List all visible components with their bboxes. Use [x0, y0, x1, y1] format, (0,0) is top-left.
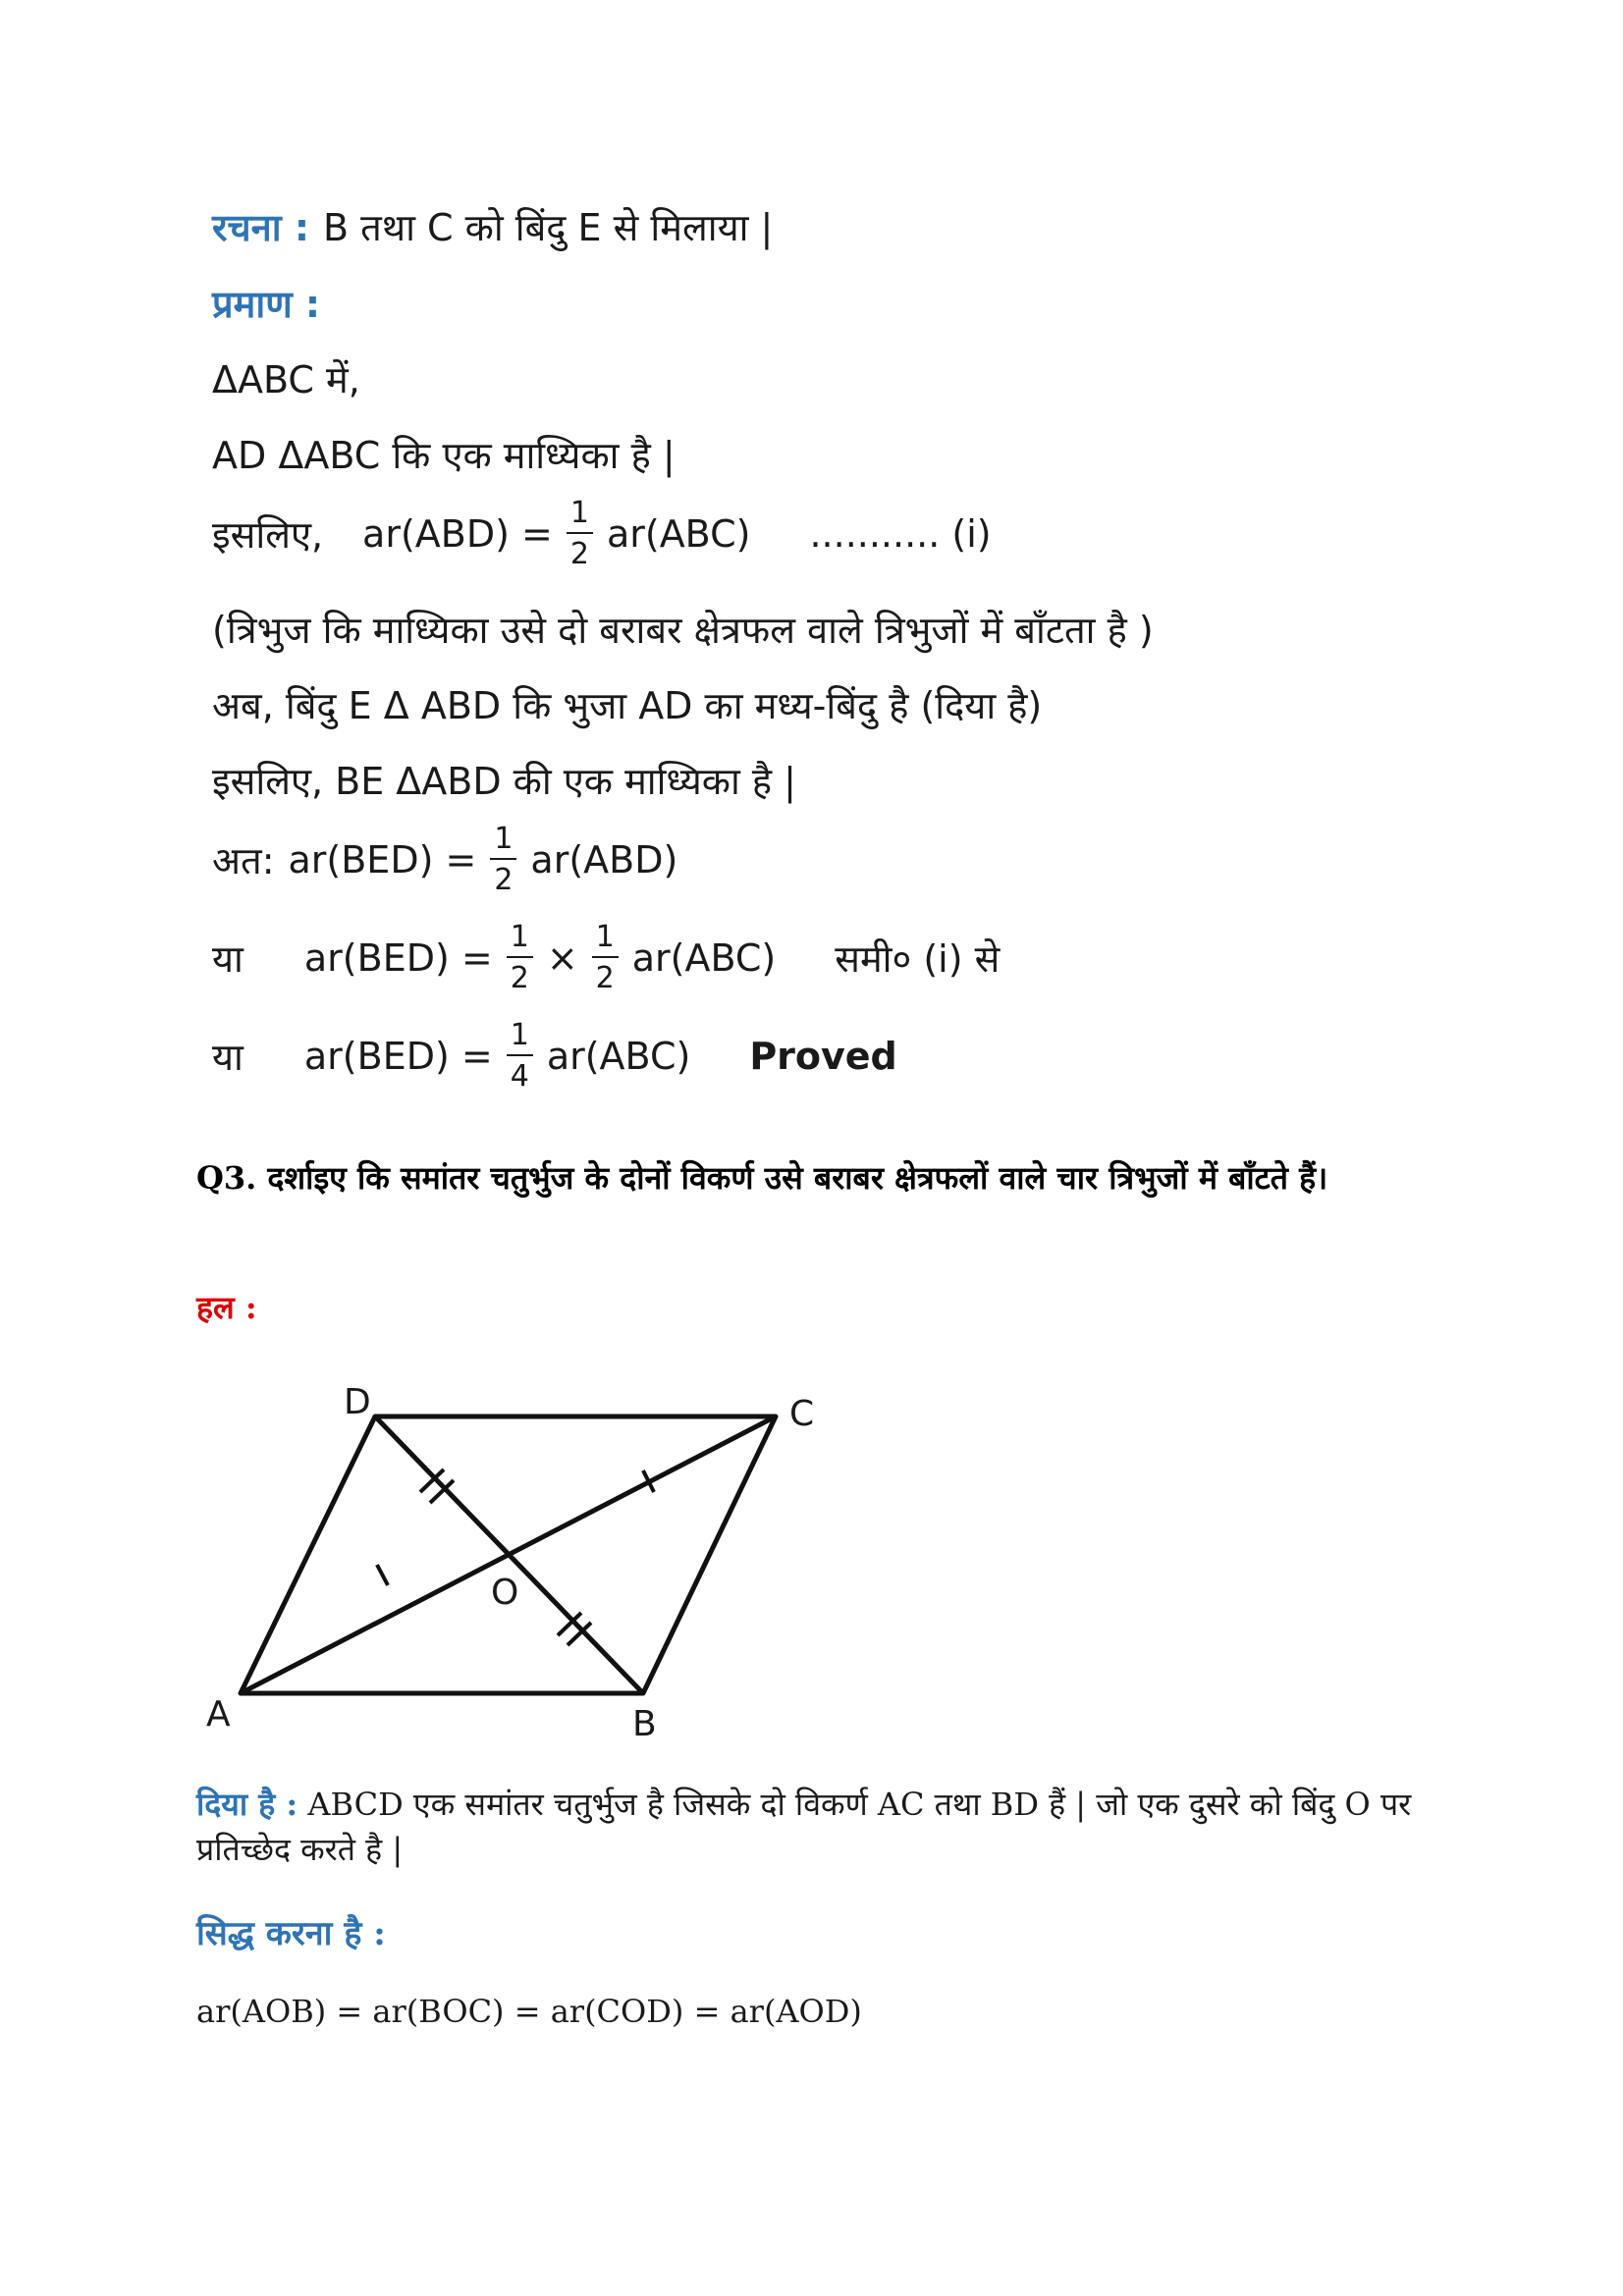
intersection-label-o: O: [491, 1573, 519, 1613]
line9-prefix: या: [212, 1036, 243, 1079]
proof-label: प्रमाण :: [212, 283, 321, 326]
frac-den: 2: [494, 863, 514, 897]
line7-rhs: ar(ABD): [530, 838, 678, 881]
tick-ao: [377, 1565, 388, 1585]
frac-num: 1: [567, 499, 593, 534]
solution-label: हल :: [196, 1289, 257, 1326]
construction-label: रचना :: [212, 206, 310, 249]
vertex-label-d: D: [344, 1382, 371, 1422]
line3-lhs: ar(ABD) =: [362, 512, 553, 556]
line3-ref: ........... (i): [809, 512, 992, 556]
frac-num: 1: [507, 923, 533, 958]
to-prove-label: सिद्ध करना है :: [196, 1914, 386, 1953]
line7-lhs: ar(BED) =: [288, 838, 477, 881]
vertex-label-a: A: [206, 1694, 231, 1735]
construction-text: B तथा C को बिंदु E से मिलाया |: [323, 206, 774, 249]
frac-num: 1: [507, 1021, 533, 1056]
vertex-label-c: C: [789, 1394, 815, 1434]
frac-den: 4: [510, 1059, 529, 1094]
given-text: ABCD एक समांतर चतुर्भुज है जिसके दो विकर्ण AC तथा BD हैं | जो एक दुसरे को बिंदु O पर प्रतिच्छेद करते है |: [196, 1786, 1412, 1868]
line9-lhs: ar(BED) =: [303, 1035, 493, 1078]
given-section: [196, 1782, 1453, 1872]
line7-prefix: अत:: [212, 839, 275, 882]
line8-ref: समी० (i) से: [835, 937, 1001, 981]
question-title: Q3. दर्शाइए कि समांतर चतुर्भुज के दोनों विकर्ण उसे बराबर क्षेत्रफलों वाले चार त्रिभुजों में बाँटते हैं।: [196, 1159, 1328, 1197]
frac-num: 1: [592, 923, 619, 958]
proved-label: Proved: [749, 1035, 897, 1078]
proof-text-5: अब, बिंदु E Δ ABD कि भुजा AD का मध्य-बिंदु है (दिया है): [212, 684, 1043, 727]
times-sign: ×: [546, 936, 578, 980]
proof-text-1: ΔABC में,: [212, 358, 360, 401]
proof-text-6: इसलिए, BE ΔABD की एक माध्यिका है |: [212, 760, 796, 803]
frac-den: 2: [569, 537, 589, 571]
proof-text-2: AD ΔABC कि एक माध्यिका है |: [212, 434, 676, 477]
frac-den: 2: [510, 961, 529, 995]
line8-rhs: ar(ABC): [631, 936, 777, 980]
diagonal-bd: [375, 1416, 643, 1693]
vertex-label-b: B: [632, 1704, 657, 1744]
frac-num: 1: [490, 825, 516, 860]
line9-rhs: ar(ABC): [546, 1035, 691, 1078]
proof-text-4: (त्रिभुज कि माध्यिका उसे दो बराबर क्षेत्रफल वाले त्रिभुजों में बाँटता है ): [212, 609, 1154, 652]
line8-lhs: ar(BED) =: [303, 936, 493, 980]
given-label: दिया है :: [196, 1786, 298, 1823]
frac-den: 2: [595, 961, 615, 995]
line3-rhs: ar(ABC): [606, 512, 751, 556]
result-equation: ar(AOB) = ar(BOC) = ar(COD) = ar(AOD): [196, 1993, 862, 2030]
line8-prefix: या: [212, 937, 243, 981]
line3-prefix: इसलिए,: [212, 513, 324, 557]
